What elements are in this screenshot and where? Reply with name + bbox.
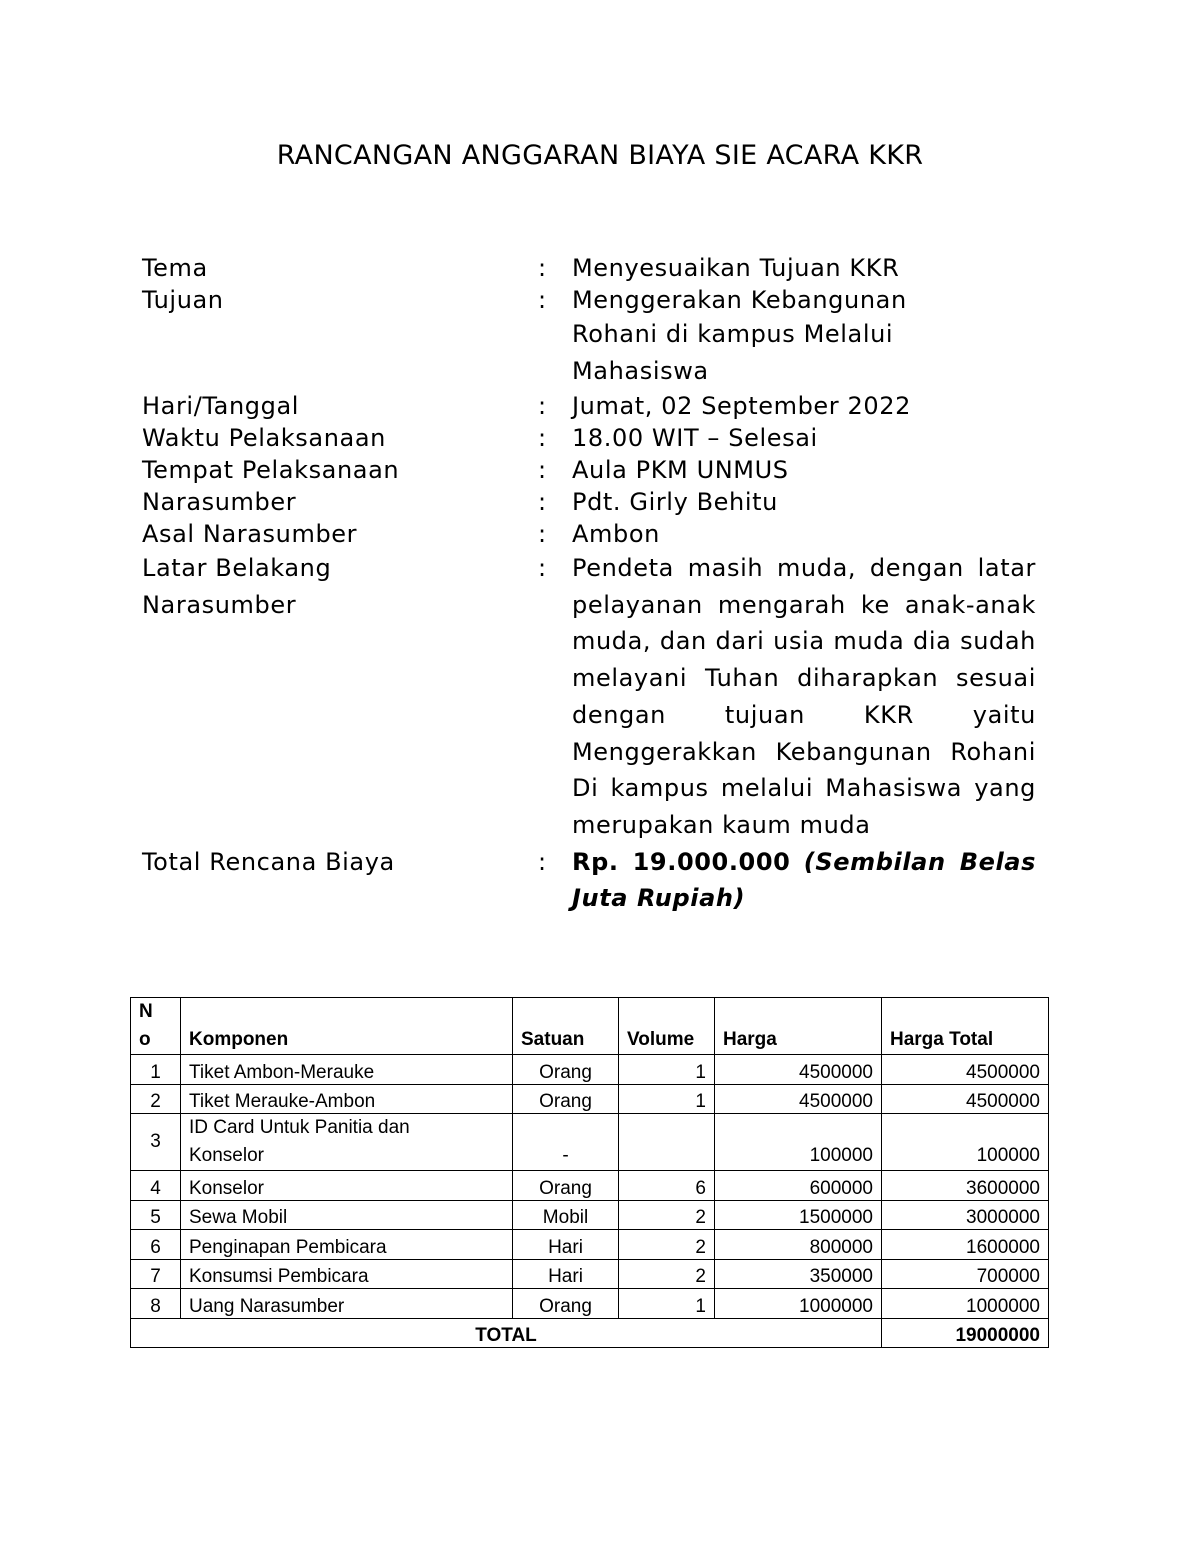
header-volume: Volume <box>619 998 715 1055</box>
info-label: Tema <box>142 254 208 282</box>
total-words: (Sembilan Belas Juta Rupiah) <box>572 847 1036 913</box>
colon: : <box>538 520 547 548</box>
cell-komponen: Uang Narasumber <box>181 1289 513 1319</box>
info-row-tema <box>142 252 1042 284</box>
cell-total: 3600000 <box>882 1171 1049 1201</box>
cell-total: 3000000 <box>882 1200 1049 1230</box>
cell-komponen: Penginapan Pembicara <box>181 1230 513 1260</box>
info-label: Waktu Pelaksanaan <box>142 424 386 452</box>
cell-harga: 100000 <box>715 1114 882 1171</box>
cell-volume: 2 <box>619 1230 715 1260</box>
cell-total: 1000000 <box>882 1289 1049 1319</box>
latar-label-line: Latar Belakang <box>142 554 332 582</box>
cell-harga: 350000 <box>715 1259 882 1289</box>
cell-satuan: Orang <box>513 1289 619 1319</box>
info-label: Tujuan <box>142 286 224 314</box>
cell-no: 5 <box>131 1200 181 1230</box>
document-title: RANCANGAN ANGGARAN BIAYA SIE ACARA KKR <box>276 140 924 171</box>
info-value: Ambon <box>572 520 660 548</box>
table-row <box>131 1289 1049 1319</box>
table-row <box>131 1055 1049 1085</box>
table-row <box>131 1114 1049 1171</box>
cell-no: 7 <box>131 1259 181 1289</box>
header-no: N o <box>131 998 181 1055</box>
cell-komponen: ID Card Untuk Panitia dan Konselor <box>181 1114 513 1171</box>
total-amount: Rp. 19.000.000 <box>572 847 791 876</box>
colon: : <box>538 424 547 452</box>
cell-satuan: Orang <box>513 1055 619 1085</box>
cell-harga: 4500000 <box>715 1084 882 1114</box>
info-value: Pendeta masih muda, dengan latar pelayanan mengarah ke anak-anak muda, dan dari usia muda dia sudah melayani Tuhan diharapkan sesuai dengan tujuan KKR yaitu Menggerakkan Kebangunan Rohani Di kampus melalui Mahasiswa yang merupakan kaum muda <box>572 554 1036 839</box>
colon: : <box>538 488 547 516</box>
cell-satuan: Orang <box>513 1084 619 1114</box>
cell-satuan: - <box>513 1114 619 1171</box>
table-header-row <box>131 998 1049 1055</box>
cell-harga: 1000000 <box>715 1289 882 1319</box>
event-info <box>142 252 1042 917</box>
cell-total: 4500000 <box>882 1055 1049 1085</box>
info-label: Total Rencana Biaya <box>142 847 395 876</box>
cell-volume: 1 <box>619 1055 715 1085</box>
cell-komponen: Konsumsi Pembicara <box>181 1259 513 1289</box>
total-value: 19000000 <box>882 1318 1049 1348</box>
cell-no: 6 <box>131 1230 181 1260</box>
info-value: Aula PKM UNMUS <box>572 456 789 484</box>
info-value: Jumat, 02 September 2022 <box>572 392 911 420</box>
info-value: Menyesuaikan Tujuan KKR <box>572 254 900 282</box>
table-row <box>131 1171 1049 1201</box>
cell-satuan: Hari <box>513 1230 619 1260</box>
cell-total: 100000 <box>882 1114 1049 1171</box>
info-row-narasumber <box>142 486 1042 518</box>
cell-harga: 1500000 <box>715 1200 882 1230</box>
header-komponen: Komponen <box>181 998 513 1055</box>
latar-label-line: Narasumber <box>142 590 297 619</box>
tujuan-line: Rohani di kampus Melalui <box>572 320 894 348</box>
info-row-latar <box>142 550 1042 844</box>
info-value: 18.00 WIT – Selesai <box>572 424 818 452</box>
header-harga: Harga <box>715 998 882 1055</box>
cell-no: 2 <box>131 1084 181 1114</box>
info-row-tempat <box>142 454 1042 486</box>
total-label: TOTAL <box>131 1318 882 1348</box>
tujuan-line: Mahasiswa <box>572 357 709 385</box>
cell-satuan: Hari <box>513 1259 619 1289</box>
colon: : <box>538 554 547 582</box>
cell-volume: 1 <box>619 1289 715 1319</box>
info-row-waktu <box>142 422 1042 454</box>
info-row-hari <box>142 390 1042 422</box>
cell-komponen: Tiket Merauke-Ambon <box>181 1084 513 1114</box>
cell-harga: 4500000 <box>715 1055 882 1085</box>
cell-volume: 1 <box>619 1084 715 1114</box>
header-harga-total: Harga Total <box>882 998 1049 1055</box>
cell-komponen: Konselor <box>181 1171 513 1201</box>
cell-total: 4500000 <box>882 1084 1049 1114</box>
info-label: Tempat Pelaksanaan <box>142 456 400 484</box>
table-row <box>131 1230 1049 1260</box>
cell-satuan: Mobil <box>513 1200 619 1230</box>
header-satuan: Satuan <box>513 998 619 1055</box>
cell-volume: 2 <box>619 1259 715 1289</box>
cell-harga: 600000 <box>715 1171 882 1201</box>
info-row-tujuan <box>142 284 1042 390</box>
info-value: Pdt. Girly Behitu <box>572 488 778 516</box>
cell-volume <box>619 1114 715 1171</box>
cell-komponen: Tiket Ambon-Merauke <box>181 1055 513 1085</box>
info-row-asal <box>142 518 1042 550</box>
cell-no: 4 <box>131 1171 181 1201</box>
cell-satuan: Orang <box>513 1171 619 1201</box>
cell-total: 1600000 <box>882 1230 1049 1260</box>
cell-total: 700000 <box>882 1259 1049 1289</box>
table-row <box>131 1200 1049 1230</box>
tujuan-line: Menggerakan Kebangunan <box>572 286 907 314</box>
cell-komponen: Sewa Mobil <box>181 1200 513 1230</box>
info-value <box>572 284 1036 390</box>
info-row-total <box>142 844 1042 917</box>
info-label: Narasumber <box>142 488 297 516</box>
colon: : <box>538 392 547 420</box>
cell-harga: 800000 <box>715 1230 882 1260</box>
info-label <box>142 550 538 623</box>
info-label: Asal Narasumber <box>142 520 358 548</box>
cell-no: 1 <box>131 1055 181 1085</box>
budget-table <box>130 997 1049 1348</box>
colon: : <box>538 847 547 876</box>
cell-no: 3 <box>131 1114 181 1171</box>
cell-volume: 6 <box>619 1171 715 1201</box>
cell-volume: 2 <box>619 1200 715 1230</box>
table-row <box>131 1084 1049 1114</box>
table-row <box>131 1259 1049 1289</box>
colon: : <box>538 254 547 282</box>
table-total-row <box>131 1318 1049 1348</box>
colon: : <box>538 286 547 314</box>
info-label: Hari/Tanggal <box>142 392 300 420</box>
colon: : <box>538 456 547 484</box>
info-value <box>572 844 1036 917</box>
cell-no: 8 <box>131 1289 181 1319</box>
